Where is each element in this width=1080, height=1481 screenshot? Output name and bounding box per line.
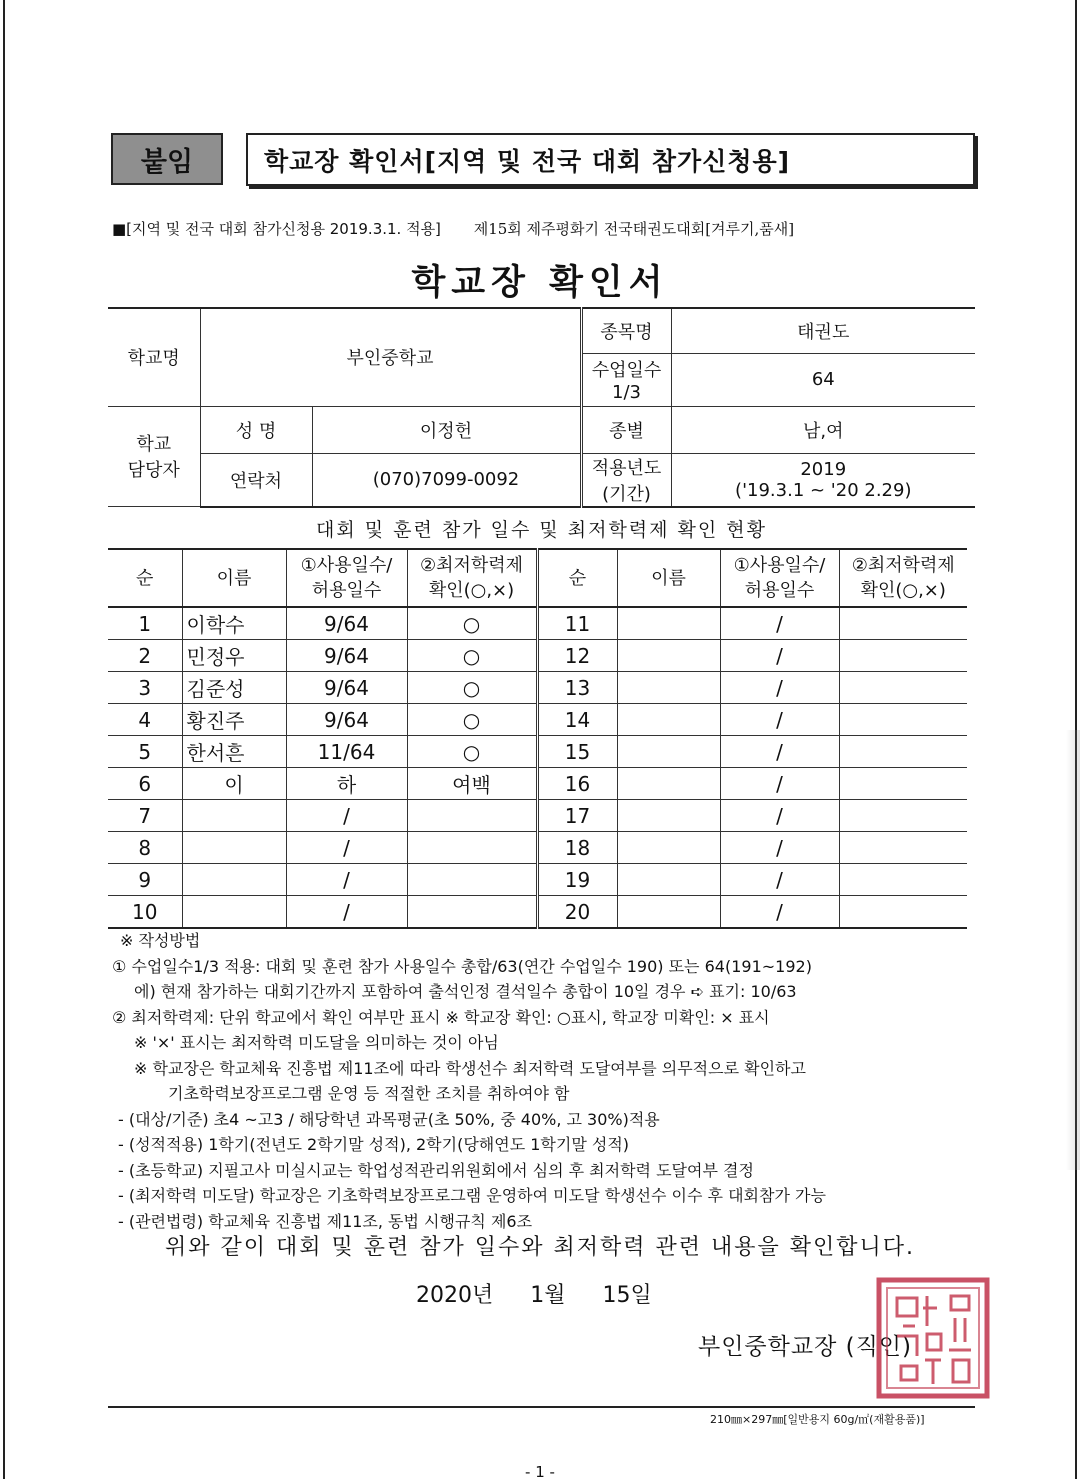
- table-row: [108, 832, 967, 864]
- row-no: 19: [537, 864, 617, 896]
- row-check: [839, 640, 967, 672]
- row-no: 15: [537, 736, 617, 768]
- table-row: [108, 640, 967, 672]
- paper-spec: 210㎜×297㎜[일반용지 60g/㎡(재활용품)]: [710, 1413, 925, 1426]
- row-days: /: [720, 704, 839, 736]
- school-info-table: [108, 307, 975, 508]
- participation-table: [108, 548, 967, 929]
- header-name: 이름: [182, 549, 286, 607]
- table-row: [108, 704, 967, 736]
- row-days: /: [720, 832, 839, 864]
- header-academic-right: ②최저학력제 확인(○,×): [839, 549, 967, 607]
- header-title: 학교장 확인서[지역 및 전국 대회 참가신청용]: [246, 133, 975, 186]
- class-days-label: 수업일수 1/3: [581, 353, 671, 406]
- instruction-line: - (관련법령) 학교체육 진흥법 제11조, 동법 시행규칙 제6조: [118, 1211, 533, 1231]
- school-name-label: 학교명: [108, 308, 200, 406]
- row-name: [617, 800, 720, 832]
- sport: 태권도: [671, 308, 975, 353]
- instruction-line: 에) 현재 참가하는 대회기간까지 포함하여 출석인정 결석일수 총합이 10일 경우 ➪ 표기: 10/63: [134, 982, 797, 1001]
- instruction-line: - (성적적용) 1학기(전년도 2학기말 성적), 2학기(당해연도 1학기말 성적): [118, 1135, 630, 1154]
- date-year: 2020년: [416, 1283, 494, 1308]
- page-title: 학교장 확인서: [411, 263, 669, 303]
- row-no: 12: [537, 640, 617, 672]
- table-row: [108, 864, 967, 896]
- contact-name: 이정헌: [312, 406, 581, 453]
- row-no: 2: [108, 640, 182, 672]
- writing-instructions: [112, 928, 826, 1234]
- confirmation-statement: 위와 같이 대회 및 훈련 참가 일수와 최저학력 관련 내용을 확인합니다.: [165, 1235, 915, 1260]
- header-days-right: ①사용일수/ 허용일수: [720, 549, 839, 607]
- official-seal-icon: [873, 1274, 993, 1402]
- instruction-line: - (최저학력 미도달) 학교장은 기초학력보장프로그램 운영하여 미도달 학생선수 이수 후 대회참가 가능: [118, 1186, 826, 1205]
- row-no: 13: [537, 672, 617, 704]
- instruction-line: ① 수업일수1/3 적용: 대회 및 훈련 참가 사용일수 총합/63(연간 수업일수 190) 또는 64(191~192): [112, 956, 812, 976]
- row-days: /: [720, 736, 839, 768]
- row-check: [407, 864, 537, 896]
- row-check: [839, 768, 967, 800]
- principal-signature: 부인중학교장 (직인): [698, 1334, 913, 1360]
- page-number: - 1 -: [525, 1463, 555, 1481]
- row-name: 이학수: [182, 607, 286, 640]
- row-days: 9/64: [286, 672, 407, 704]
- row-no: 5: [108, 736, 182, 768]
- row-check: [839, 704, 967, 736]
- year-label: 적용년도 (기간): [581, 453, 671, 507]
- sport-label: 종목명: [581, 308, 671, 353]
- row-days: 하: [286, 768, 407, 800]
- row-no: 20: [537, 896, 617, 929]
- date-month: 1월: [530, 1283, 566, 1308]
- row-name: [617, 832, 720, 864]
- row-check: [839, 832, 967, 864]
- row-name: [617, 896, 720, 929]
- row-no: 3: [108, 672, 182, 704]
- form-note: [112, 218, 794, 239]
- row-days: /: [720, 800, 839, 832]
- row-no: 17: [537, 800, 617, 832]
- row-name: [617, 768, 720, 800]
- row-check: [839, 864, 967, 896]
- row-no: 6: [108, 768, 182, 800]
- header-days: ①사용일수/ 허용일수: [286, 549, 407, 607]
- row-check: ○: [407, 607, 537, 640]
- row-name: [617, 607, 720, 640]
- row-check: [407, 832, 537, 864]
- row-check: [839, 672, 967, 704]
- row-name: [182, 864, 286, 896]
- row-check: ○: [407, 672, 537, 704]
- row-days: 9/64: [286, 704, 407, 736]
- instruction-line: ※ 학교장은 학교체육 진흥법 제11조에 따라 학생선수 최저학력 도달여부를 의무적으로 확인하고: [134, 1058, 806, 1078]
- row-name: 이: [182, 768, 286, 800]
- attachment-badge: 붙임: [111, 133, 223, 185]
- row-no: 14: [537, 704, 617, 736]
- instructions-heading: ※ 작성방법: [120, 931, 201, 950]
- row-name: 황진주: [182, 704, 286, 736]
- table-row: [108, 607, 967, 640]
- instruction-line: 기초학력보장프로그램 운영 등 적절한 조치를 취하여야 함: [168, 1084, 570, 1103]
- person-in-charge-label: 학교 담당자: [108, 406, 200, 507]
- table-row: [108, 672, 967, 704]
- row-check: ○: [407, 736, 537, 768]
- row-days: /: [720, 672, 839, 704]
- row-no: 10: [108, 896, 182, 929]
- contact-label: 연락처: [200, 453, 312, 507]
- instruction-line: ※ '×' 표시는 최저학력 미도달을 의미하는 것이 아님: [134, 1033, 499, 1052]
- row-no: 18: [537, 832, 617, 864]
- row-days: 9/64: [286, 607, 407, 640]
- row-name: [617, 704, 720, 736]
- row-name: 한서흔: [182, 736, 286, 768]
- row-no: 9: [108, 864, 182, 896]
- row-name: 민정우: [182, 640, 286, 672]
- row-no: 4: [108, 704, 182, 736]
- instruction-line: - (초등학교) 지필고사 미실시교는 학업성적관리위원회에서 심의 후 최저학력 도달여부 결정: [118, 1160, 754, 1180]
- header-name-right: 이름: [617, 549, 720, 607]
- row-check: [839, 607, 967, 640]
- header-academic: ②최저학력제 확인(○,×): [407, 549, 537, 607]
- row-check: [839, 896, 967, 929]
- instruction-line: - (대상/기준) 초4 ~고3 / 해당학년 과목평균(초 50%, 중 40%, 고 30%)적용: [118, 1109, 660, 1129]
- row-name: [182, 832, 286, 864]
- row-check: [407, 896, 537, 929]
- competition-name: 제15회 제주평화기 전국태권도대회[겨루기,품새]: [473, 220, 795, 238]
- issue-date: [416, 1278, 682, 1309]
- table-row: [108, 768, 967, 800]
- bottom-divider: [108, 1406, 975, 1408]
- name-label: 성 명: [200, 406, 312, 453]
- header-no-right: 순: [537, 549, 617, 607]
- header-no: 순: [108, 549, 182, 607]
- row-no: 1: [108, 607, 182, 640]
- row-days: /: [720, 768, 839, 800]
- gender-label: 종별: [581, 406, 671, 453]
- row-name: [182, 896, 286, 929]
- table-row: [108, 896, 967, 929]
- row-days: /: [286, 896, 407, 929]
- scroll-shadow: [1066, 730, 1080, 1170]
- row-name: [617, 864, 720, 896]
- applicable-year: 2019 ('19.3.1 ~ '20 2.29): [671, 453, 975, 507]
- row-days: /: [286, 864, 407, 896]
- row-name: [182, 800, 286, 832]
- row-days: /: [286, 800, 407, 832]
- row-name: 김준성: [182, 672, 286, 704]
- row-days: /: [720, 640, 839, 672]
- row-days: /: [720, 607, 839, 640]
- gender: 남,여: [671, 406, 975, 453]
- row-days: 9/64: [286, 640, 407, 672]
- row-no: 7: [108, 800, 182, 832]
- row-days: 11/64: [286, 736, 407, 768]
- table-row: [108, 800, 967, 832]
- row-check: [407, 800, 537, 832]
- row-no: 11: [537, 607, 617, 640]
- row-name: [617, 672, 720, 704]
- row-check: ○: [407, 640, 537, 672]
- class-days: 64: [671, 353, 975, 406]
- school-name: 부인중학교: [200, 308, 581, 406]
- row-check: [839, 800, 967, 832]
- contact-phone: (070)7099-0092: [312, 453, 581, 507]
- instruction-line: ② 최저학력제: 단위 학교에서 확인 여부만 표시 ※ 학교장 확인: ○표시, 학교장 미확인: × 표시: [112, 1007, 770, 1027]
- row-check: ○: [407, 704, 537, 736]
- date-day: 15일: [602, 1283, 652, 1308]
- row-name: [617, 640, 720, 672]
- row-no: 8: [108, 832, 182, 864]
- row-days: /: [286, 832, 407, 864]
- table-row: [108, 736, 967, 768]
- form-reference: ■[지역 및 전국 대회 참가신청용 2019.3.1. 적용]: [112, 220, 441, 238]
- row-days: /: [720, 896, 839, 929]
- row-check: 여백: [407, 768, 537, 800]
- section-title: 대회 및 훈련 참가 일수 및 최저학력제 확인 현황: [315, 519, 768, 541]
- row-check: [839, 736, 967, 768]
- row-name: [617, 736, 720, 768]
- row-days: /: [720, 864, 839, 896]
- row-no: 16: [537, 768, 617, 800]
